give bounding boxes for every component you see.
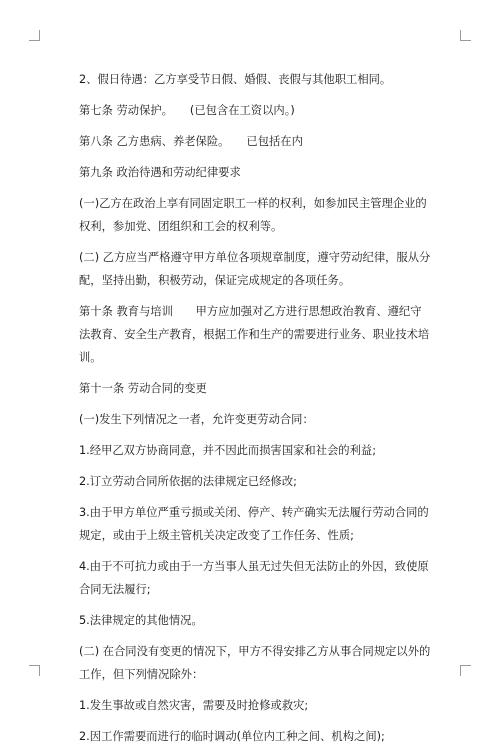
paragraph-article-8: 第八条 乙方患病、养老保险。 已包括在内 bbox=[79, 135, 303, 148]
list-item-5: 5.法律规定的其他情况。 bbox=[79, 614, 203, 627]
paragraph-article-11-section-1: (一)发生下列情况之一者，允许变更劳动合同： bbox=[79, 413, 314, 426]
paragraph-article-11-section-2: (二) 在合同没有变更的情况下，甲方不得安排乙方从事合同规定以外的工作，但下列情况除外： bbox=[79, 645, 431, 681]
paragraph-article-10: 第十条 教育与培训 甲方应加强对乙方进行思想政治教育、遵纪守法教育、安全生产教育，根据工作和生产的需要进行业务、职业技术培训。 bbox=[79, 305, 430, 364]
list-item-4: 4.由于不可抗力或由于一方当事人虽无过失但无法防止的外因，致使原合同无法履行; bbox=[79, 560, 429, 596]
exception-item-1: 1.发生事故或自然灾害，需要及时抢修或救灾; bbox=[79, 699, 309, 712]
paragraph-article-9-heading: 第九条 政治待遇和劳动纪律要求 bbox=[79, 166, 241, 179]
crop-mark-bottom-left bbox=[29, 665, 40, 676]
paragraph-article-9-item-2: (二) 乙方应当严格遵守甲方单位各项规章制度，遵守劳动纪律，服从分配，坚持出勤，积极劳动，保证完成规定的各项任务。 bbox=[79, 251, 431, 287]
crop-mark-bottom-right bbox=[460, 665, 471, 676]
exception-item-2: 2.因工作需要而进行的临时调动(单位内工种之间、机构之间); bbox=[79, 730, 385, 743]
crop-mark-top-left bbox=[29, 30, 40, 41]
list-item-3: 3.由于甲方单位严重亏损或关闭、停产、转产确实无法履行劳动合同的规定，或由于上级主管机关决定改变了工作任务、性质; bbox=[79, 506, 429, 542]
paragraph-holiday-benefits: 2、假日待遇：乙方享受节日假、婚假、丧假与其他职工相同。 bbox=[79, 73, 392, 86]
document-body bbox=[79, 68, 431, 756]
list-item-2: 2.订立劳动合同所依据的法律规定已经修改; bbox=[79, 475, 297, 488]
crop-mark-top-right bbox=[460, 30, 471, 41]
list-item-1: 1.经甲乙双方协商同意，并不因此而损害国家和社会的利益; bbox=[79, 444, 377, 457]
paragraph-article-7: 第七条 劳动保护。 (已包含在工资以内。) bbox=[79, 104, 295, 117]
paragraph-article-11-heading: 第十一条 劳动合同的变更 bbox=[79, 382, 207, 395]
paragraph-article-9-item-1: (一)乙方在政治上享有同固定职工一样的权利，如参加民主管理企业的权利，参加党、团组织和工会的权利等。 bbox=[79, 197, 427, 233]
